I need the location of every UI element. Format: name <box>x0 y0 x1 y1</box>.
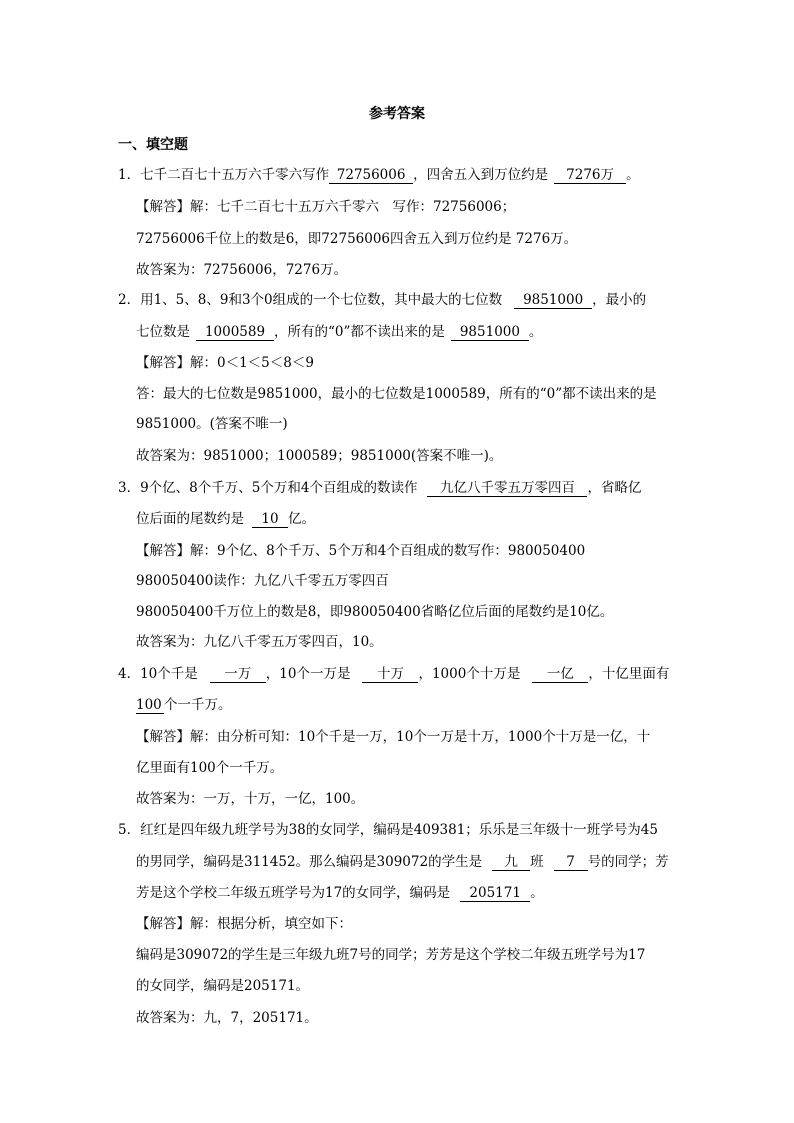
q5-text-e: 。 <box>530 885 544 901</box>
q4-answer: 故答案为：一万，十万，一亿，100。 <box>136 791 365 807</box>
q3-solution-line-1: 【解答】解：9个亿、8个千万、5个万和4个百组成的数写作：980050400 <box>136 543 586 559</box>
q3-text-b: ，省略亿 <box>587 480 642 496</box>
q2-question-line-1 <box>118 290 646 310</box>
q3-blank-2: 10 <box>252 511 288 528</box>
page-title: 参考答案 <box>369 106 425 122</box>
q1-solution-line-1: 【解答】解：七千二百七十五万六千零六 写作：72756006； <box>136 199 516 215</box>
q1-blank-2: 7276万 <box>554 167 626 184</box>
q4-solution-line-2: 亿里面有100个一千万。 <box>136 760 284 776</box>
q3-solution-line-3: 980050400千万位上的数是8，即980050400省略亿位后面的尾数约是10亿。 <box>136 604 614 620</box>
q3-blank-1: 九亿八千零五万零四百 <box>427 480 587 497</box>
q4-text-b: ，10个一万是 <box>265 666 351 682</box>
q1-question-line <box>118 165 640 185</box>
q2-blank-1: 9851000 <box>514 292 592 309</box>
q3-solution-line-2: 980050400读作：九亿八千零五万零四百 <box>136 573 389 589</box>
q5-solution-line-1: 【解答】解：根据分析，填空如下： <box>136 916 352 932</box>
q1-text-b: ，四舍五入到万位约是 <box>413 167 549 183</box>
q2-text-e: 。 <box>528 324 543 340</box>
q4-solution-line-1: 【解答】解：由分析可知：10个千是一万，10个一万是十万，1000个十万是一亿，十 <box>136 729 651 745</box>
q1-blank-1: 72756006 <box>329 167 413 184</box>
q4-question-line-1 <box>118 664 669 684</box>
q2-text-a: 2．用1、5、8、9和3个0组成的一个七位数，其中最大的七位数 <box>118 292 503 308</box>
q2-question-line-2 <box>136 322 542 342</box>
q5-text-d: 芳是这个学校二年级五班学号为17的女同学，编码是 <box>136 885 451 901</box>
q4-blank-1: 一万 <box>210 666 266 683</box>
q5-question-line-3 <box>136 883 544 903</box>
q5-blank-2: 7 <box>554 854 588 871</box>
q4-blank-2: 十万 <box>362 666 418 683</box>
q2-text-b: ，最小的 <box>592 292 647 308</box>
q4-text-e: 个一千万。 <box>164 697 232 713</box>
q2-solution-line-2: 答：最大的七位数是9851000，最小的七位数是1000589，所有的“0”都不读出来的是 <box>136 386 657 402</box>
q2-solution-line-1: 【解答】解：0＜1＜5＜8＜9 <box>136 355 314 371</box>
q4-text-a: 4．10个千是 <box>118 666 198 682</box>
q1-text-a: 1．七千二百七十五万六千零六写作 <box>118 167 330 183</box>
q5-text-c: 号的同学；芳 <box>587 854 669 870</box>
q5-solution-line-3: 的女同学，编码是205171。 <box>136 978 310 994</box>
q4-blank-4: 100 <box>136 697 164 714</box>
q4-blank-3: 一亿 <box>532 666 588 683</box>
q5-question-line-2 <box>136 852 669 872</box>
q5-text-b: 班 <box>530 854 544 870</box>
q2-text-d: ，所有的“0”都不读出来的是 <box>274 324 445 340</box>
q2-answer: 故答案为：9851000；1000589；9851000(答案不唯一)。 <box>136 448 503 464</box>
q4-question-line-2 <box>136 695 232 715</box>
q2-blank-2: 1000589 <box>196 324 274 341</box>
q3-text-c: 位后面的尾数约是 <box>136 511 244 527</box>
q4-text-c: ，1000个十万是 <box>418 666 521 682</box>
q3-question-line-2 <box>136 509 315 529</box>
q5-blank-1: 九 <box>492 854 530 871</box>
q5-solution-line-2: 编码是309072的学生是三年级九班7号的同学；芳芳是这个学校二年级五班学号为17 <box>136 947 646 963</box>
q5-text-a: 的男同学，编码是311452。那么编码是309072的学生是 <box>136 854 483 870</box>
q3-text-d: 亿。 <box>288 511 315 527</box>
q2-blank-3: 9851000 <box>451 324 529 341</box>
q1-answer: 故答案为：72756006，7276万。 <box>136 262 348 278</box>
q5-question-line-1: 5．红红是四年级九班学号为38的女同学，编码是409381；乐乐是三年级十一班学号为45 <box>118 822 658 838</box>
q2-solution-line-3: 9851000。(答案不唯一) <box>136 416 288 432</box>
q5-answer: 故答案为：九，7，205171。 <box>136 1010 318 1026</box>
q5-blank-3: 205171 <box>460 885 530 902</box>
q3-answer: 故答案为：九亿八千零五万零四百，10。 <box>136 634 383 650</box>
q3-question-line-1 <box>118 478 641 498</box>
q1-text-c: 。 <box>626 167 640 183</box>
q1-solution-line-2: 72756006千位上的数是6，即72756006四舍五入到万位约是 7276万。 <box>136 231 578 247</box>
section-heading: 一、填空题 <box>118 137 188 153</box>
q2-text-c: 七位数是 <box>136 324 190 340</box>
q3-text-a: 3．9个亿、8个千万、5个万和4个百组成的数读作 <box>118 480 418 496</box>
q4-text-d: ，十亿里面有 <box>588 666 670 682</box>
